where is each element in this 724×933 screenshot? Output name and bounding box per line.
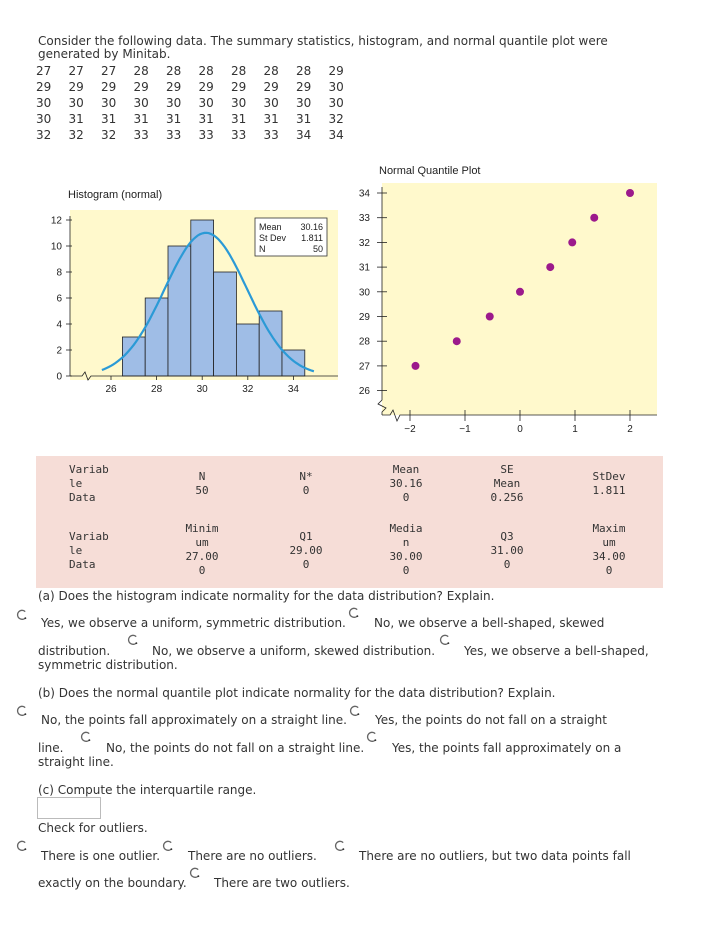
radio-c-4[interactable] <box>189 867 201 879</box>
option-a-3: No, we observe a uniform, skewed distribution. <box>152 644 436 658</box>
option-b-1: No, the points fall approximately on a straight line. <box>41 713 347 727</box>
data-value: 32 <box>328 112 344 126</box>
quantile-x-tick-label: 0 <box>517 424 523 435</box>
legend-n-label: N <box>259 244 266 254</box>
stats-q3: Q3 31.00 0 <box>490 530 524 571</box>
question-c: (c) Compute the interquartile range. <box>38 783 257 797</box>
quantile-y-tick-label: 30 <box>358 287 370 299</box>
data-table <box>36 63 361 143</box>
quantile-y-tick-label: 34 <box>358 188 370 200</box>
data-value: 31 <box>68 112 84 126</box>
stats-minimum: Minim um 27.00 0 <box>185 522 219 577</box>
data-value: 32 <box>68 128 84 142</box>
data-value: 33 <box>198 128 214 142</box>
option-c-2: There are no outliers. <box>188 849 317 863</box>
option-b-2: Yes, the points do not fall on a straight <box>375 713 607 727</box>
legend-n-value: 50 <box>312 244 323 254</box>
question-b: (b) Does the normal quantile plot indicate normality for the data distribution? Explain. <box>38 686 556 700</box>
histogram-y-tick-label: 0 <box>56 371 62 383</box>
data-value: 29 <box>101 80 117 94</box>
option-b-2-cont: line. <box>38 741 64 755</box>
histogram-bar <box>145 298 168 376</box>
stats-median: Media n 30.00 0 <box>389 522 423 577</box>
data-value: 27 <box>68 64 84 78</box>
data-value: 30 <box>296 96 312 110</box>
data-value: 31 <box>166 112 182 126</box>
radio-c-1[interactable] <box>16 840 28 852</box>
histogram-x-tick-label: 34 <box>287 384 299 395</box>
data-value: 31 <box>296 112 312 126</box>
option-b-3: No, the points do not fall on a straight line. <box>106 741 365 755</box>
quantile-y-tick-label: 33 <box>358 213 370 225</box>
histogram-y-tick-label: 12 <box>50 215 62 227</box>
data-value: 30 <box>68 96 84 110</box>
data-value: 34 <box>296 128 312 142</box>
data-value: 28 <box>263 64 279 78</box>
radio-b-1[interactable] <box>16 705 28 717</box>
data-value: 30 <box>231 96 247 110</box>
quantile-plot-background <box>382 183 657 415</box>
histogram-y-tick-label: 10 <box>50 241 62 253</box>
data-value: 33 <box>231 128 247 142</box>
intro-line-1: Consider the following data. The summary statistics, histogram, and normal quantile plot were <box>38 34 608 48</box>
quantile-x-tick-label: −1 <box>459 424 471 435</box>
histogram-title: Histogram (normal) <box>68 189 163 201</box>
data-value: 29 <box>231 80 247 94</box>
histogram-legend <box>255 218 327 256</box>
legend-stdev-label: St Dev <box>259 233 287 243</box>
option-b-4: Yes, the points fall approximately on a <box>392 741 622 755</box>
data-value: 29 <box>263 80 279 94</box>
iqr-input[interactable] <box>37 797 101 819</box>
data-value: 31 <box>101 112 117 126</box>
radio-b-2[interactable] <box>349 705 361 717</box>
radio-a-2[interactable] <box>348 607 360 619</box>
option-a-4: Yes, we observe a bell-shaped, <box>464 644 649 658</box>
quantile-y-tick-label: 31 <box>358 262 370 274</box>
data-value: 31 <box>198 112 214 126</box>
data-value: 28 <box>198 64 214 78</box>
quantile-point <box>546 263 554 271</box>
radio-b-3[interactable] <box>80 731 92 743</box>
data-value: 31 <box>231 112 247 126</box>
data-row <box>36 79 361 95</box>
data-value: 32 <box>101 128 117 142</box>
data-value: 28 <box>133 64 149 78</box>
radio-a-1[interactable] <box>16 609 28 621</box>
data-value: 30 <box>36 96 52 110</box>
radio-b-4[interactable] <box>366 731 378 743</box>
radio-a-3[interactable] <box>127 634 139 646</box>
data-value: 29 <box>296 80 312 94</box>
data-value: 30 <box>328 80 344 94</box>
legend-mean-value: 30.16 <box>300 222 323 232</box>
quantile-point <box>568 238 576 246</box>
option-c-3: There are no outliers, but two data points fall <box>359 849 631 863</box>
data-value: 30 <box>263 96 279 110</box>
quantile-figure <box>340 160 670 440</box>
radio-a-4[interactable] <box>439 634 451 646</box>
stats-variable-header-1: Variab le Data <box>69 463 109 504</box>
histogram-x-tick-label: 32 <box>242 384 254 395</box>
data-value: 34 <box>328 128 344 142</box>
data-value: 30 <box>36 112 52 126</box>
data-value: 29 <box>36 80 52 94</box>
summary-statistics-table <box>36 456 663 588</box>
stats-se-mean: SE Mean 0.256 <box>490 463 524 504</box>
stats-variable-header-2: Variab le Data <box>69 530 109 571</box>
histogram-y-tick-label: 4 <box>56 319 62 331</box>
data-value: 29 <box>68 80 84 94</box>
quantile-y-tick-label: 29 <box>358 312 370 323</box>
histogram-figure <box>36 180 340 400</box>
histogram-bar <box>191 220 214 376</box>
data-value: 29 <box>166 80 182 94</box>
data-row <box>36 95 361 111</box>
data-value: 29 <box>133 80 149 94</box>
histogram-y-tick-label: 2 <box>56 345 62 357</box>
data-value: 33 <box>133 128 149 142</box>
stats-nstar: N* 0 <box>299 470 313 497</box>
quantile-y-tick-label: 26 <box>358 386 370 398</box>
quantile-y-tick-label: 32 <box>358 237 370 249</box>
option-a-1: Yes, we observe a uniform, symmetric distribution. <box>41 616 346 630</box>
data-value: 28 <box>231 64 247 78</box>
histogram-x-tick-label: 30 <box>196 384 208 395</box>
outlier-prompt: Check for outliers. <box>38 821 148 835</box>
histogram-bar <box>168 246 191 376</box>
radio-c-2[interactable] <box>162 840 174 852</box>
histogram-bar <box>236 324 259 376</box>
legend-stdev-value: 1.811 <box>301 233 323 243</box>
data-value: 30 <box>133 96 149 110</box>
quantile-point <box>626 189 634 197</box>
stats-n: N 50 <box>195 470 209 497</box>
quantile-x-tick-label: 1 <box>572 424 578 435</box>
data-value: 29 <box>198 80 214 94</box>
radio-c-3[interactable] <box>334 840 346 852</box>
quantile-y-tick-label: 27 <box>358 361 370 373</box>
data-value: 33 <box>263 128 279 142</box>
data-value: 27 <box>36 64 52 78</box>
option-c-1: There is one outlier. <box>41 849 161 863</box>
data-value: 30 <box>166 96 182 110</box>
question-a: (a) Does the histogram indicate normality for the data distribution? Explain. <box>38 589 495 603</box>
data-value: 28 <box>166 64 182 78</box>
data-value: 30 <box>198 96 214 110</box>
data-value: 27 <box>101 64 117 78</box>
data-value: 31 <box>263 112 279 126</box>
legend-mean-label: Mean <box>259 222 282 232</box>
quantile-x-tick-label: 2 <box>627 424 633 435</box>
quantile-title: Normal Quantile Plot <box>379 165 481 177</box>
intro-text <box>38 35 678 61</box>
histogram-y-tick-label: 8 <box>56 267 62 279</box>
quantile-point <box>453 337 461 345</box>
histogram-y-tick-label: 6 <box>56 293 62 305</box>
data-value: 29 <box>328 64 344 78</box>
quantile-y-tick-label: 28 <box>358 336 370 348</box>
histogram-y-axis <box>51 216 72 383</box>
option-c-3-cont: exactly on the boundary. <box>38 876 187 890</box>
histogram-bar <box>122 337 145 376</box>
stats-stdev: StDev 1.811 <box>592 470 626 497</box>
histogram-x-tick-label: 26 <box>105 384 117 395</box>
data-row <box>36 63 361 79</box>
option-a-4-cont: symmetric distribution. <box>38 658 178 672</box>
histogram-bar <box>214 272 237 376</box>
quantile-point <box>486 313 494 321</box>
stats-q1: Q1 29.00 0 <box>289 530 323 571</box>
quantile-point <box>590 214 598 222</box>
data-value: 31 <box>133 112 149 126</box>
option-a-2: No, we observe a bell-shaped, skewed <box>374 616 605 630</box>
data-value: 30 <box>328 96 344 110</box>
data-value: 28 <box>296 64 312 78</box>
data-row <box>36 127 361 143</box>
quantile-point <box>412 362 420 370</box>
option-b-4-cont: straight line. <box>38 755 114 769</box>
intro-line-2: generated by Minitab. <box>38 47 171 61</box>
data-value: 33 <box>166 128 182 142</box>
stats-maximum: Maxim um 34.00 0 <box>592 522 626 577</box>
quantile-point <box>516 288 524 296</box>
option-c-4: There are two outliers. <box>214 876 350 890</box>
stats-mean: Mean 30.16 0 <box>389 463 423 504</box>
data-value: 32 <box>36 128 52 142</box>
option-a-2-cont: distribution. <box>38 644 111 658</box>
data-value: 30 <box>101 96 117 110</box>
histogram-x-tick-label: 28 <box>151 384 163 395</box>
quantile-x-tick-label: −2 <box>404 424 416 435</box>
data-row <box>36 111 361 127</box>
